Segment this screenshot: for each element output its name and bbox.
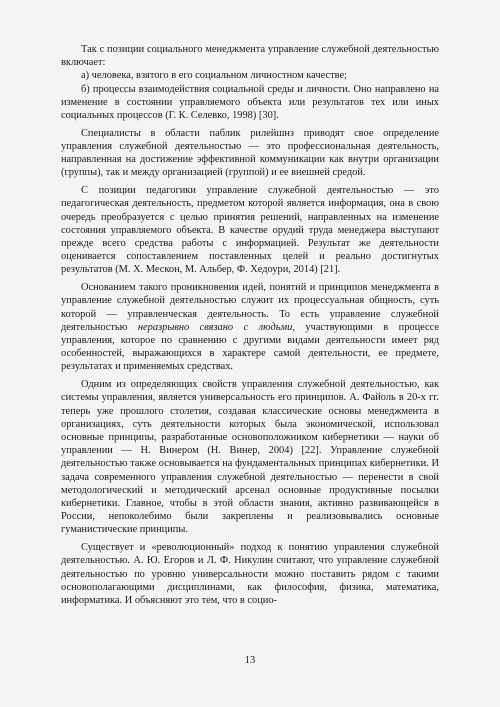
paragraph-management-basis: [61, 281, 439, 373]
emphasis-text: неразрывно связано с людьми: [137, 321, 293, 333]
paragraph-revolutionary-approach: Существует и «революционный» подход к понятию управления служебной деятельностью. А. Ю. Егоров и Л. Ф. Никулин считают, что управление служебной деятельностью по уровню универсальности можно поставить рядом с такими основополагающими дисциплинами, как философия, физика, математика, информатика. И объясняют это тем, что в социо-: [61, 542, 439, 607]
list-item-a: а) человека, взятого в его социальном личностном качестве;: [81, 70, 347, 82]
list-item-b: б) процессы взаимодействия социальной среды и личности. Оно направлено на изменение в состоянии управляемого объекта или результатов тех или иных социальных процессов (Г. К. Селевко, 1998) [30].: [61, 83, 439, 122]
paragraph-public-relations: Специалисты в области паблик рилейшнз приводят свое определение управления служебной деятельностью — это профессиональная деятельность, направленная на достижение эффективной коммуникации как внутри организации (группы), так и между организацией (группой) и ее внешней средой.: [61, 127, 439, 179]
basis-text-start: Основанием такого проникновения идей, понятий и принципов менеджмента в управление служебной деятельностью служит их процессуальная общность, суть которой — управленческая деятельность. То есть управление служебной деятельностью: [61, 282, 439, 333]
paragraph-universality: Одним из определяющих свойств управления служебной деятельностью, как системы управления, является универсальность его принципов. А. Файоль в 20-х гг. теперь уже прошлого столетия, создавая классические основы менеджмента в организациях, суть деятельности которых была экономической, использовал основные принципы, разработанные основоположником кибернетики — науки об управлении — Н. Винером (Н. Винер, 2004) [22]. Управление служебной деятельностью также основывается на фундаментальных принципах кибернетики. И задача современного управления служебной деятельностью — перенести в свой методологический и методический арсенал основные продуктивные посылки кибернетики. Главное, чтобы в этой области знания, активно развивающейся в России, непоколебимо были закреплены и реализовывались основные гуманистические принципы.: [61, 379, 439, 536]
basis-text-end: , участвующими в процессе управления, которое по сравнению с другими видами деятельности имеет ряд особенностей, выражающихся в характере самой деятельности, ее предмете, результатах и применяемых средствах.: [61, 321, 439, 373]
page-number: 13: [244, 655, 256, 666]
body-text: [61, 43, 439, 607]
paragraph-pedagogy: С позиции педагогики управление служебной деятельностью — это педагогическая деятельность, предметом которой является информация, она в свою очередь преобразуется с целью принятия решений, направленных на изменение состояния управляемого объекта. В качестве орудий труда менеджера выступают прежде всего средства работы с информацией. Результат же деятельности оценивается сопоставлением поставленных целей и реально достигнутых результатов (М. Х. Мескон, М. Альбер, Ф. Хедоури, 2014) [21].: [61, 185, 439, 276]
intro-lead: Так с позиции социального менеджмента управление служебной деятельностью включает:: [61, 44, 439, 69]
